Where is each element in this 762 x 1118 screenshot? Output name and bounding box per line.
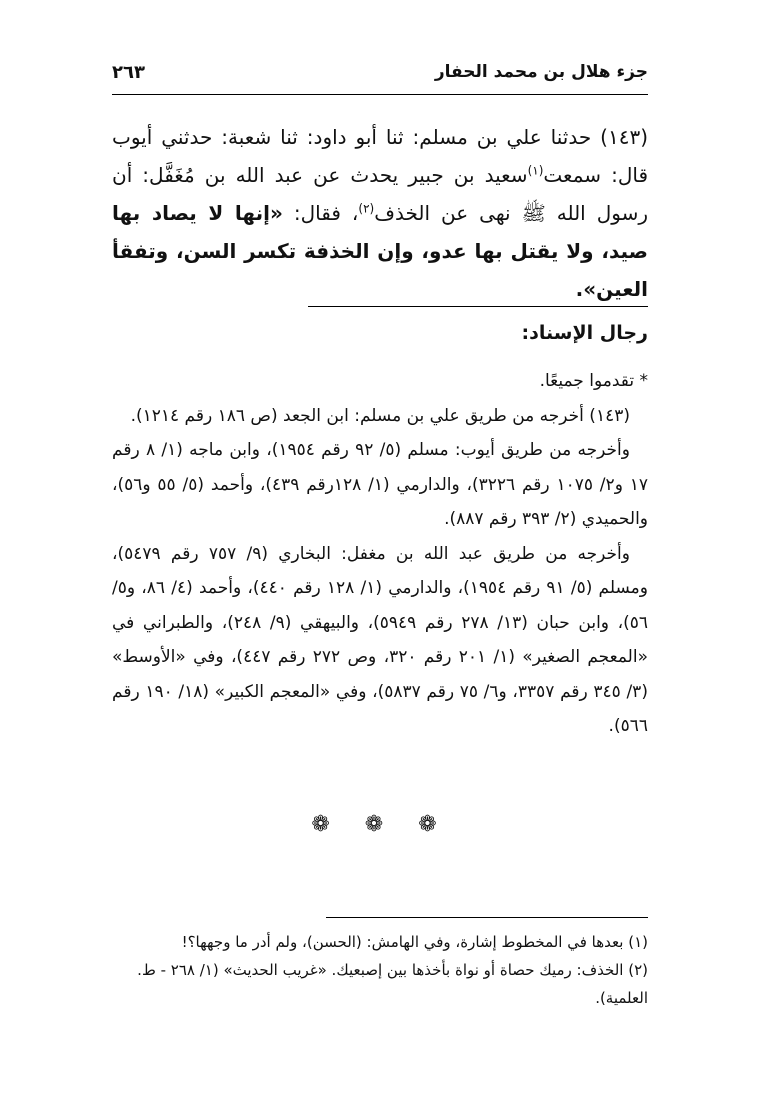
footnote-marker: (١): [527, 163, 544, 178]
footnote-marker: (٢): [358, 201, 375, 216]
footnote-rule: [326, 917, 648, 918]
header-title: جزء هلال بن محمد الحفار: [434, 62, 648, 82]
footnote: (٢) الخذف: رميك حصاة أو نواة بأخذها بين إصبعيك. «غريب الحديث» (١/ ٢٦٨ - ط. العلمية).: [137, 961, 648, 1007]
hadith-line: (١٤٣) حدثنا علي بن مسلم: ثنا أبو داود: ثنا شعبة: حدثني أيوب قال: سمعت: [112, 125, 648, 187]
running-header: [112, 58, 648, 92]
takhrij-text: [112, 364, 648, 744]
paragraph: وأخرجه من طريق عبد الله بن مغفل: البخاري (٩/ ٧٥٧ رقم ٥٤٧٩)، ومسلم (٥/ ٩١ رقم ١٩٥٤)، والدارمي (١/ ١٢٨ رقم ٤٤٠)، وأحمد (٤/ ٨٦، و٥/ ٥٦)، وابن حبان (١٣/ ٢٧٨ رقم ٥٩٤٩)، والبيهقي (٩/ ٢٤٨)، والطبراني في «المعجم الصغير» (١/ ٢٠١ رقم ٣٢٠، وص ٢٧٢ رقم ٤٤٧)، وفي «الأوسط» (٣/ ٣٤٥ رقم ٣٣٥٧، و٦/ ٧٥ رقم ٥٨٣٧)، وفي «المعجم الكبير» (١٨/ ١٩٠ رقم ٥٦٦).: [112, 543, 649, 736]
hadith-line: ، فقال:: [293, 201, 359, 225]
hadith-line: سعيد بن جبير يحدث عن عبد الله بن مُغَفَّل: أن رسول الله ﷺ نهى عن الخذف: [112, 163, 649, 225]
flower-separator: ❁ ❁ ❁: [311, 812, 451, 837]
page-number: ٢٦٣: [112, 62, 145, 83]
paragraph: (١٤٣) أخرجه من طريق علي بن مسلم: ابن الجعد (ص ١٨٦ رقم ١٢١٤).: [130, 405, 630, 426]
paragraph: وأخرجه من طريق أيوب: مسلم (٥/ ٩٢ رقم ١٩٥٤)، وابن ماجه (١/ ٨ رقم ١٧ و٢/ ١٠٧٥ رقم ٣٢٢٦)، والدارمي (١/ ١٢٨رقم ٤٣٩)، وأحمد (٥/ ٥٥ و٥٦)، والحميدي (٢/ ٣٩٣ رقم ٨٨٧).: [112, 440, 648, 529]
footnote: (١) بعدها في المخطوط إشارة، وفي الهامش: (الحسن)، ولم أدر ما وجهها؟!: [181, 933, 648, 951]
paragraph: * تقدموا جميعًا.: [539, 371, 648, 391]
section-rule: [308, 306, 648, 307]
header-rule: [112, 94, 648, 95]
footnotes: [112, 928, 648, 1012]
hadith-quote: «إنها لا يصاد بها صيد، ولا يقتل بها عدو، وإن الخذفة تكسر السن، وتفقأ العين».: [112, 201, 648, 301]
section-title: رجال الإسناد:: [521, 322, 648, 344]
hadith-text: [112, 118, 648, 308]
